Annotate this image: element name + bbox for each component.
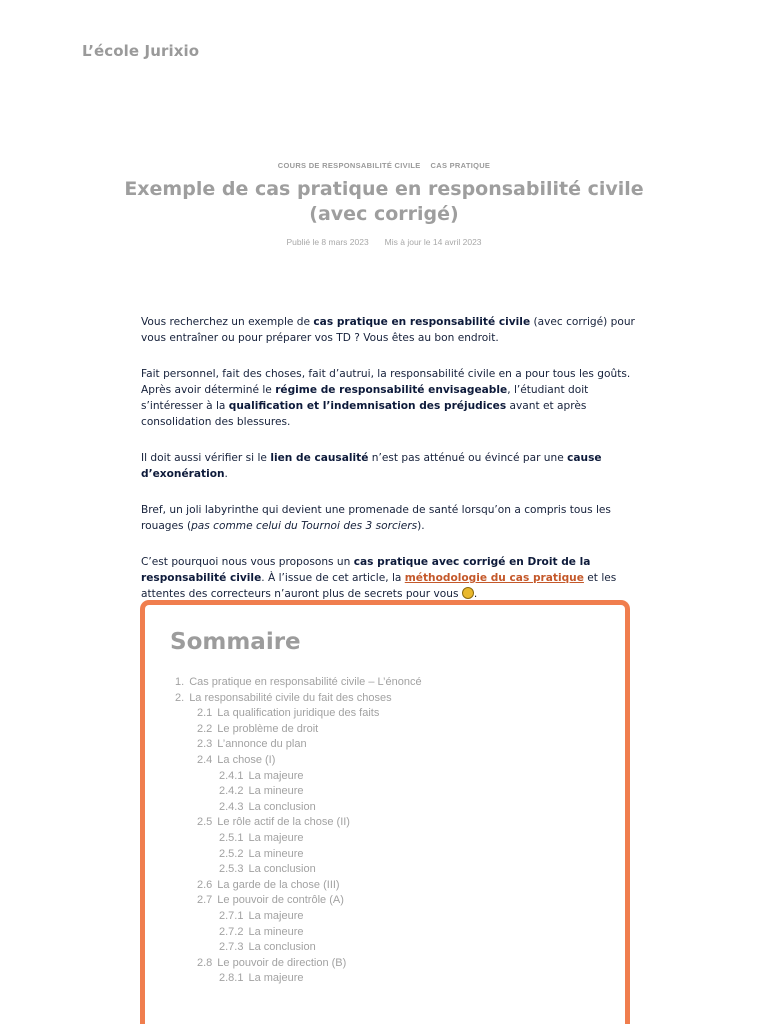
page-title: Exemple de cas pratique en responsabilité civile (avec corrigé) <box>124 178 644 225</box>
toc-item-number: 2.7 <box>197 894 213 907</box>
toc-item-number: 2.4.1 <box>219 769 244 782</box>
toc-item[interactable] <box>170 893 422 909</box>
toc-item[interactable] <box>170 722 422 738</box>
toc-item-number: 2.7.3 <box>219 941 244 954</box>
toc-item-label: La majeure <box>248 972 304 985</box>
toc-item-number: 2.8.1 <box>219 972 244 985</box>
toc-item-label: Le pouvoir de direction (B) <box>217 956 347 969</box>
toc-item-number: 2.3 <box>197 738 213 751</box>
category-link[interactable]: CAS PRATIQUE <box>430 161 491 170</box>
toc-item-label: La majeure <box>248 769 304 782</box>
toc-item-number: 2. <box>175 691 185 704</box>
toc-item-label: La conclusion <box>248 941 316 954</box>
updated-date: Mis à jour le 14 avril 2023 <box>384 237 482 247</box>
toc-item-number: 2.7.2 <box>219 925 244 938</box>
toc-item[interactable] <box>170 831 422 847</box>
toc-item-number: 2.4.2 <box>219 785 244 798</box>
toc-item-label: La mineure <box>248 925 304 938</box>
site-logo[interactable]: L’école Jurixio <box>82 42 200 60</box>
toc-item-label: La majeure <box>248 831 304 844</box>
toc-item[interactable] <box>170 769 422 785</box>
article-intro <box>141 314 635 622</box>
toc-item-label: La garde de la chose (III) <box>217 878 340 891</box>
toc-item-label: Le rôle actif de la chose (II) <box>217 816 350 829</box>
intro-paragraph: C’est pourquoi nous vous proposons un cas pratique avec corrigé en Droit de la responsabilité civile. À l’issue de cet article, la méthodologie du cas pratique et les attentes des correcteurs n’auront plus de secrets pour vous . <box>141 556 617 600</box>
toc-item-label: La responsabilité civile du fait des choses <box>189 691 392 704</box>
toc-item-label: La conclusion <box>248 863 316 876</box>
toc-item[interactable] <box>170 800 422 816</box>
toc-item[interactable] <box>170 956 422 972</box>
toc-item-number: 2.6 <box>197 878 213 891</box>
toc-item-number: 2.5.3 <box>219 863 244 876</box>
toc-item-label: La mineure <box>248 847 304 860</box>
toc-item[interactable] <box>170 784 422 800</box>
toc-item[interactable] <box>170 737 422 753</box>
toc-item-label: La mineure <box>248 785 304 798</box>
toc-item-number: 2.4.3 <box>219 800 244 813</box>
toc-item[interactable] <box>170 675 422 691</box>
toc-item[interactable] <box>170 753 422 769</box>
toc-item-label: La qualification juridique des faits <box>217 707 380 720</box>
toc-item-number: 2.5.1 <box>219 831 244 844</box>
toc-item-label: La chose (I) <box>217 753 276 766</box>
intro-paragraph: Bref, un joli labyrinthe qui devient une promenade de santé lorsqu’on a compris tous les rouages (pas comme celui du Tournoi des 3 sorciers). <box>141 504 611 532</box>
toc-item-number: 2.2 <box>197 722 213 735</box>
smiley-icon <box>462 587 474 599</box>
toc-title: Sommaire <box>170 629 301 655</box>
toc-item[interactable] <box>170 878 422 894</box>
toc-item-label: Le pouvoir de contrôle (A) <box>217 894 344 907</box>
toc-item[interactable] <box>170 940 422 956</box>
intro-paragraph: Il doit aussi vérifier si le lien de causalité n’est pas atténué ou évincé par une cause d’exonération. <box>141 452 602 480</box>
table-of-contents <box>140 600 630 1024</box>
toc-item-number: 2.5 <box>197 816 213 829</box>
toc-item-number: 1. <box>175 676 185 688</box>
toc-item-number: 2.5.2 <box>219 847 244 860</box>
toc-item-number: 2.4 <box>197 753 213 766</box>
category-link[interactable]: COURS DE RESPONSABILITÉ CIVILE <box>277 161 421 170</box>
toc-item-number: 2.8 <box>197 956 213 969</box>
intro-paragraph: Vous recherchez un exemple de cas pratique en responsabilité civile (avec corrigé) pour vous entraîner ou pour préparer vos TD ? Vous êtes au bon endroit. <box>141 316 635 344</box>
toc-item-label: Le problème de droit <box>217 722 319 735</box>
intro-paragraph: Fait personnel, fait des choses, fait d’autrui, la responsabilité civile en a pour tous les goûts. Après avoir déterminé le régime de responsabilité envisageable, l’étudiant doit s’intéresser à la qualification et l’indemnisation des préjudices avant et après consolidation des blessures. <box>141 368 631 428</box>
toc-item-label: La conclusion <box>248 800 316 813</box>
toc-item-label: La majeure <box>248 909 304 922</box>
toc-item[interactable] <box>170 691 422 707</box>
post-dates <box>0 237 768 247</box>
methodology-link[interactable]: méthodologie du cas pratique <box>404 572 584 584</box>
toc-item[interactable] <box>170 925 422 941</box>
toc-item[interactable] <box>170 815 422 831</box>
toc-item-number: 2.1 <box>197 707 213 720</box>
toc-item[interactable] <box>170 706 422 722</box>
toc-list <box>170 675 422 987</box>
published-date: Publié le 8 mars 2023 <box>286 237 369 247</box>
toc-item[interactable] <box>170 909 422 925</box>
toc-item-number: 2.7.1 <box>219 909 244 922</box>
toc-item-label: L’annonce du plan <box>217 738 307 751</box>
toc-item-label: Cas pratique en responsabilité civile – L’énoncé <box>189 676 422 688</box>
toc-item[interactable] <box>170 971 422 987</box>
toc-item[interactable] <box>170 847 422 863</box>
toc-item[interactable] <box>170 862 422 878</box>
breadcrumb-categories <box>0 161 768 170</box>
